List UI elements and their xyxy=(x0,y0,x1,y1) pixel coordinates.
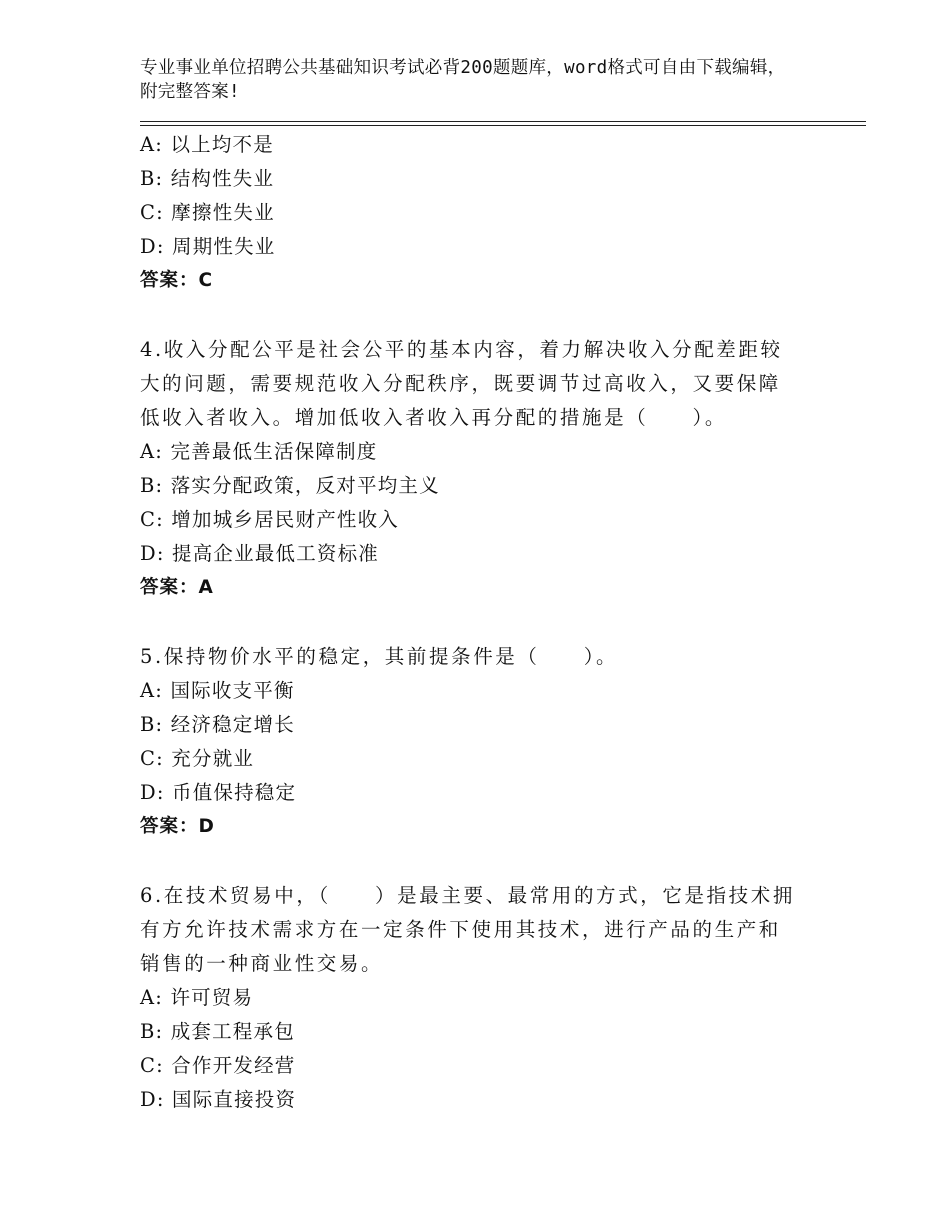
option-a: A: 完善最低生活保障制度 xyxy=(140,440,378,463)
option-b: B: 成套工程承包 xyxy=(140,1020,295,1043)
option-c: C: 充分就业 xyxy=(140,747,255,770)
option-a: A: 许可贸易 xyxy=(140,986,254,1009)
option-d: D: 提高企业最低工资标准 xyxy=(140,542,380,565)
option-a: A: 以上均不是 xyxy=(140,133,274,156)
option-c: C: 合作开发经营 xyxy=(140,1054,296,1077)
question-stem: 5.保持物价水平的稳定，其前提条件是（ ）。 xyxy=(140,645,619,668)
question-stem: 6.在技术贸易中，（ ）是最主要、最常用的方式，它是指技术拥有方允许技术需求方在一定条件下使用其技术，进行产品的生产和销售的一种商业性交易。 xyxy=(140,884,795,975)
answer-key: 答案：D xyxy=(140,816,215,837)
option-d: D: 国际直接投资 xyxy=(140,1088,297,1111)
question-stem: 4.收入分配公平是社会公平的基本内容，着力解决收入分配差距较大的问题，需要规范收入分配秩序，既要调节过高收入，又要保障低收入者收入。增加低收入者收入再分配的措施是（ ）。 xyxy=(140,338,783,429)
question-3-tail xyxy=(140,128,820,298)
header-rule-top xyxy=(140,121,866,122)
option-b: B: 经济稳定增长 xyxy=(140,713,295,736)
option-c: C: 摩擦性失业 xyxy=(140,201,275,224)
option-b: B: 落实分配政策，反对平均主义 xyxy=(140,474,440,497)
option-a: A: 国际收支平衡 xyxy=(140,679,295,702)
answer-key: 答案：C xyxy=(140,270,214,291)
page-header: 专业事业单位招聘公共基础知识考试必背200题题库，word格式可自由下载编辑，附完整答案! xyxy=(140,58,786,102)
option-d: D: 币值保持稳定 xyxy=(140,781,297,804)
option-c: C: 增加城乡居民财产性收入 xyxy=(140,508,399,531)
question-4 xyxy=(140,333,820,605)
option-d: D: 周期性失业 xyxy=(140,235,276,258)
option-b: B: 结构性失业 xyxy=(140,167,275,190)
answer-key: 答案：A xyxy=(140,577,214,598)
question-5 xyxy=(140,640,820,844)
header-rule-bottom xyxy=(140,125,866,126)
question-list xyxy=(140,128,820,1117)
question-6 xyxy=(140,879,820,1117)
